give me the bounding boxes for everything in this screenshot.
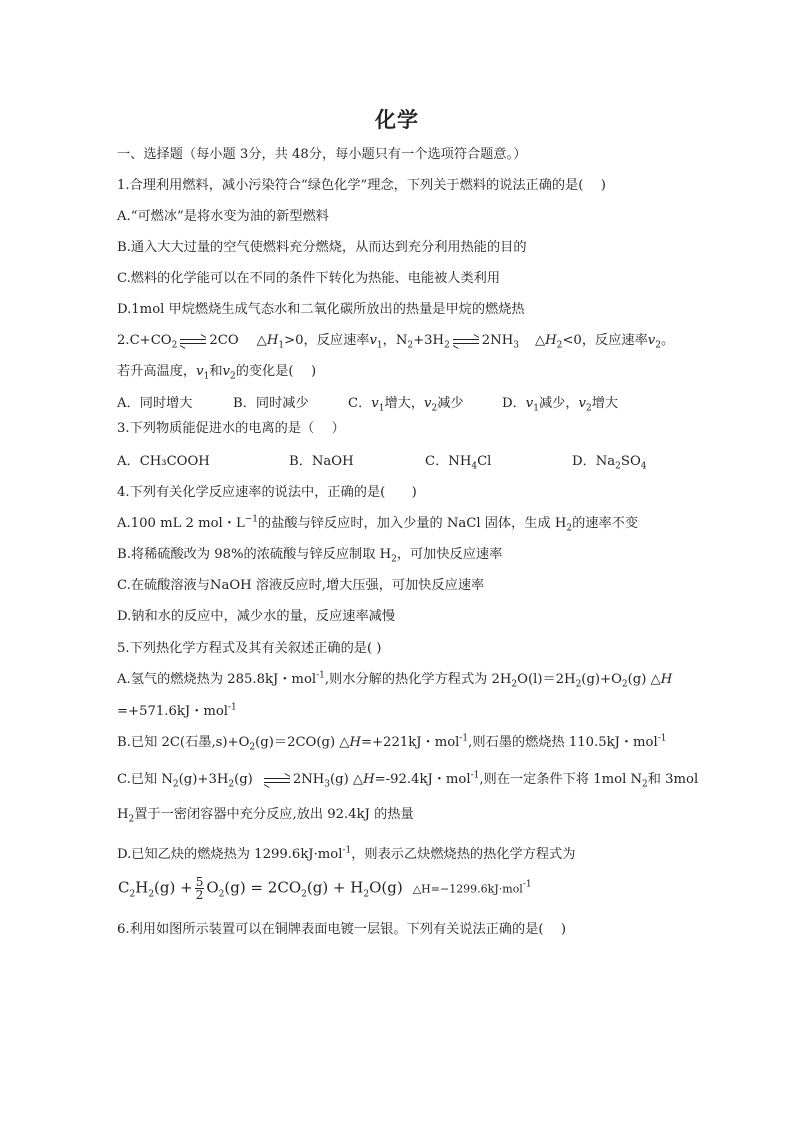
question-2-option-c: C．$v_1$增大，$v_2$减少 [348, 396, 464, 414]
question-2-option-d: D．$v_1$减少，$v_2$增大 [502, 396, 619, 414]
question-6-stem: 6.利用如图所示装置可以在铜牌表面电镀一层银。下列有关说法正确的是( ) [117, 922, 567, 937]
question-2-option-b: B．同时减少 [233, 396, 309, 411]
fraction-five-halves: $\frac{5}{2}$ [195, 875, 204, 902]
question-5-option-c-line-2: $H_2$置于一密闭容器中充分反应,放出 92.4kJ 的热量 [117, 807, 414, 825]
question-4-option-b: B.将稀硫酸改为 98%的浓硫酸与锌反应制取 $H_2$，可加快反应速率 [117, 547, 503, 565]
question-2-options [117, 395, 618, 413]
question-1-option-d: D.1mol 甲烷燃烧生成气态水和二氧化碳所放出的热量是甲烷的燃烧热 [117, 302, 525, 317]
question-2-stem-line-2: 若升高温度，$v_1$和$v_2$的变化是( ) [117, 364, 317, 382]
section-heading: 一、选择题（每小题 3分，共 48分，每小题只有一个选项符合题意。） [117, 147, 527, 162]
question-4-stem: 4.下列有关化学反应速率的说法中，正确的是( ) [117, 485, 417, 500]
question-2-option-a: A．同时增大 [117, 396, 193, 411]
question-2-stem: $2.C+CO_2$ 2CO $\triangle H_1>0$，反应速率$v_1$，$N_2+3H_2$ $2NH_3$ $\triangle H_2<0$，反应速率$v_2$。 [117, 333, 675, 351]
question-5-option-a-line-2: =+571.6kJ・mol$^{-1}$ [117, 702, 237, 719]
question-3-option-d: D．$Na_2SO_4$ [572, 454, 647, 472]
question-5-option-b: B.已知 2C(石墨$,s)+O_2(g)=2CO(g)$ △H=+221kJ・mol$^{-1}$,则石墨的燃烧热 110.5kJ・mol$^{-1}$ [117, 733, 667, 753]
question-4-option-d: D.钠和水的反应中，减少水的量，反应速率减慢 [117, 609, 396, 624]
question-5-stem: 5.下列热化学方程式及其有关叙述正确的是( ) [117, 641, 382, 656]
equilibrium-arrow-icon [262, 775, 292, 785]
question-3-option-a: A．CH₃COOH [117, 454, 210, 469]
question-5-option-d-equation: $C_2H_2(g)$ + $\frac{5}{2}$ $O_2(g) = 2CO_2(g) + H_2O(g)$ △H=−1299.6kJ·mol$^{-1}$ [118, 875, 532, 902]
question-3-options [117, 453, 647, 471]
question-3-option-b: B．NaOH [289, 454, 354, 469]
question-5-option-c: C.已知 $N_2(g)+3H_2(g)$ $2NH_3(g)$ △H=-92.4kJ・mol$^{-1}$,则在一定条件下将 1mol $N_2$和 3mol [117, 770, 699, 790]
question-1-option-a: A.“可燃冰”是将水变为油的新型燃料 [117, 209, 329, 224]
question-1-option-b: B.通入大大过量的空气使燃料充分燃烧，从而达到充分利用热能的目的 [117, 240, 527, 255]
question-1-option-c: C.燃料的化学能可以在不同的条件下转化为热能、电能被人类利用 [117, 271, 501, 286]
question-1-stem: 1.合理利用燃料，减小污染符合“绿色化学”理念，下列关于燃料的说法正确的是( ) [117, 178, 606, 193]
question-5-option-d: D.已知乙炔的燃烧热为 1299.6kJ·mol$^{-1}$，则表示乙炔燃烧热的热化学方程式为 [117, 845, 576, 862]
question-3-stem: 3.下列物质能促进水的电离的是（ ） [117, 421, 345, 436]
question-4-option-a: A.100 mL 2 mol・$L^{-1}$的盐酸与锌反应时，加入少量的 NaCl 固体，生成 $H_2$的速率不变 [117, 514, 639, 534]
equilibrium-arrow-icon [451, 336, 481, 346]
question-3-option-c: C．$NH_4Cl$ [425, 454, 492, 472]
equilibrium-arrow-icon [178, 336, 208, 346]
page-title: 化学 [375, 108, 419, 132]
question-5-option-a: A.氢气的燃烧热为 285.8kJ・mol$^{-1}$,则水分解的热化学方程式为 $2H_2O(l)=2H_2(g)+O_2(g)$ △H [117, 670, 673, 690]
question-4-option-c: C.在硫酸溶液与NaOH 溶液反应时,增大压强，可加快反应速率 [117, 578, 485, 593]
